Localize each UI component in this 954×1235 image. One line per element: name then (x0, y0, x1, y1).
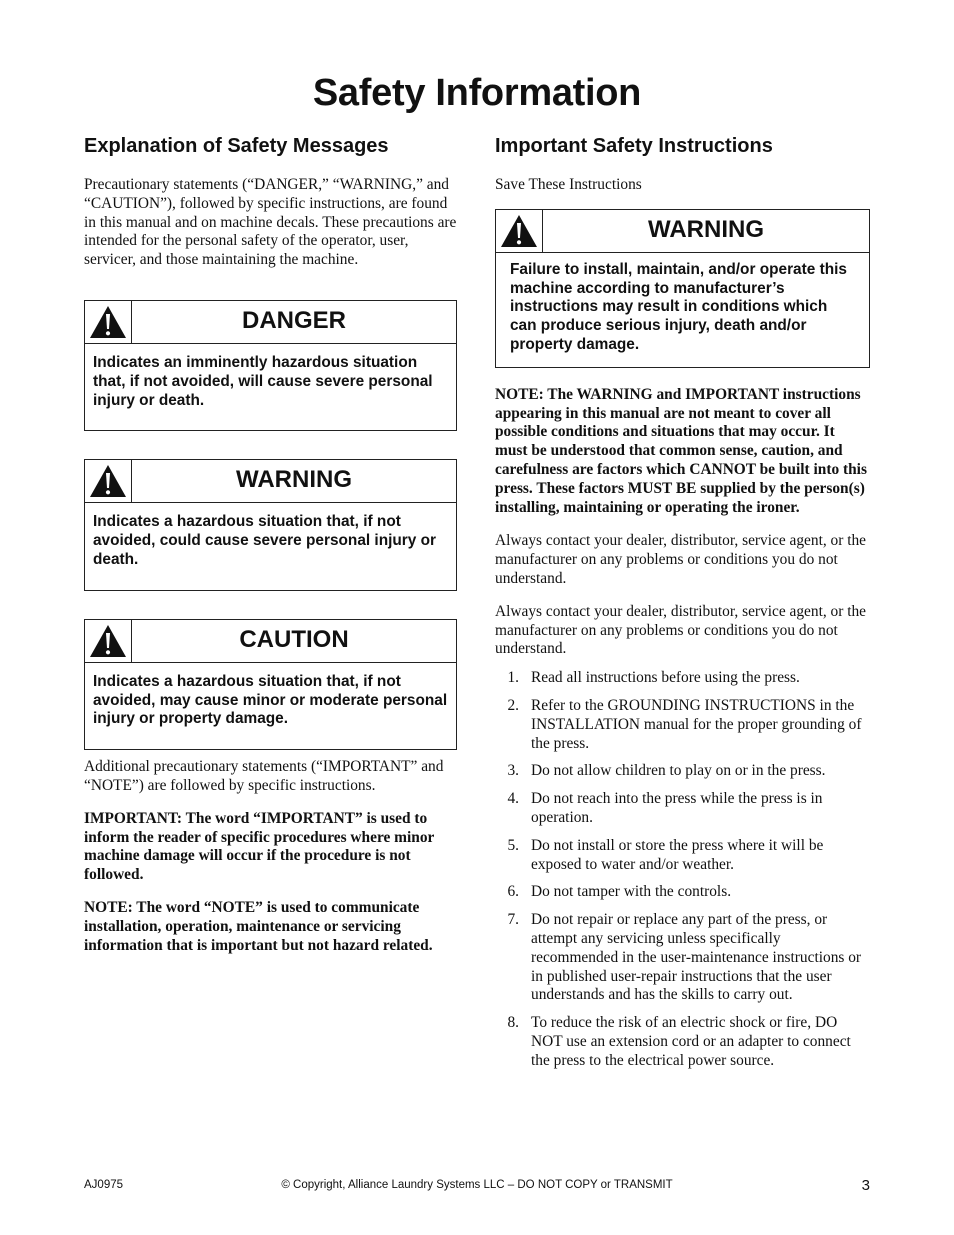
list-item-text: Do not allow children to play on or in the press. (531, 762, 826, 780)
intro-paragraph: Precautionary statements (“DANGER,” “WARNING,” and “CAUTION”), followed by specific instructions, are found in this manual and on machine decals. These precautions are intended for the personal safety of the operator, user, servicer, and those maintaining the machine. (84, 176, 457, 269)
document-code: AJ0975 (84, 1179, 124, 1191)
left-column (84, 132, 457, 955)
list-item (495, 762, 870, 781)
save-instructions-text: Save These Instructions (495, 176, 642, 193)
right-note-paragraph: NOTE: The WARNING and IMPORTANT instructions appearing in this manual are not meant to cover all possible conditions and situations that may occur. It must be understood that common sense, caution, and carefulness are factors which CANNOT be built into this press. These factors MUST BE supplied by the person(s) installing, maintaining or operating the ironer. (495, 385, 867, 516)
list-item (495, 837, 870, 875)
important-paragraph: IMPORTANT: The word “IMPORTANT” is used to inform the reader of specific procedures where minor machine damage will occur if the procedure is not followed. (84, 809, 435, 884)
danger-warning-triangle-icon (85, 301, 132, 343)
list-item-text: Do not reach into the press while the press is in operation. (531, 790, 823, 826)
danger-box (84, 300, 457, 431)
list-item (495, 883, 870, 902)
page-footer (84, 1177, 870, 1197)
list-item (495, 669, 870, 688)
list-item-text: Do not install or store the press where it will be exposed to water and/or weather. (531, 836, 824, 873)
list-item-number: 5. (507, 836, 519, 854)
list-item-text: Refer to the GROUNDING INSTRUCTIONS in the INSTALLATION manual for the proper grounding of the press. (531, 696, 862, 752)
danger-header (85, 301, 456, 344)
list-item (495, 790, 870, 828)
danger-title: DANGER (241, 306, 346, 334)
list-item-number: 8. (507, 1014, 519, 1032)
right-warning-box (495, 209, 870, 368)
caution-warning-triangle-icon (85, 620, 132, 662)
warning-text: Indicates a hazardous situation that, if not avoided, could cause severe personal injury or death. (93, 513, 436, 568)
list-item (495, 911, 870, 1005)
list-item-text: To reduce the risk of an electric shock or fire, DO NOT use an extension cord or an adapter to connect the press to the electrical power source. (531, 1014, 851, 1069)
list-item-number: 7. (507, 911, 519, 929)
page-number: 3 (861, 1177, 870, 1194)
warning-title: WARNING (236, 466, 352, 494)
page-title: Safety Information (312, 72, 642, 114)
contact-paragraph-1: Always contact your dealer, distributor, service agent, or the manufacturer on any problems or conditions you do not understand. (495, 532, 867, 587)
list-item-text: Read all instructions before using the press. (531, 669, 800, 687)
caution-text: Indicates a hazardous situation that, if not avoided, may cause minor or moderate personal injury or property damage. (93, 672, 448, 728)
warning-header (85, 460, 456, 503)
instruction-list (495, 669, 870, 1070)
list-item-text: Do not repair or replace any part of the press, or attempt any servicing unless specifically recommended in the user-maintenance instructions or in published user-repair instructions that the user understands and has the skills to carry out. (531, 911, 862, 1004)
list-item-text: Do not tamper with the controls. (531, 883, 732, 901)
right-column (495, 132, 870, 1079)
caution-title: CAUTION (239, 625, 349, 653)
list-item-number: 2. (507, 696, 519, 714)
warning-box (84, 459, 457, 590)
right-warning-text: Failure to install, maintain, and/or operate this machine according to manufacturer’s instructions may result in conditions which can produce serious injury, death and/or property damage. (510, 260, 847, 353)
copyright-notice: © Copyright, Alliance Laundry Systems LLC – DO NOT COPY or TRANSMIT (281, 1179, 673, 1191)
list-item-number: 3. (507, 762, 519, 780)
list-item (495, 697, 870, 753)
contact-paragraph-2: Always contact your dealer, distributor, service agent, or the manufacturer on any problems or conditions you do not understand. (495, 602, 867, 658)
danger-text: Indicates an imminently hazardous situation that, if not avoided, will cause severe personal injury or death. (93, 353, 433, 409)
right-warning-triangle-icon (496, 210, 543, 252)
right-warning-title: WARNING (648, 215, 764, 243)
explanation-heading: Explanation of Safety Messages (84, 135, 389, 157)
warning-triangle-icon (85, 460, 132, 502)
caution-header (85, 620, 456, 663)
list-item-number: 1. (507, 669, 519, 687)
caution-box (84, 619, 457, 750)
list-item (495, 1014, 870, 1070)
list-item-number: 4. (507, 790, 519, 808)
list-item-number: 6. (507, 883, 519, 901)
instructions-heading: Important Safety Instructions (495, 135, 773, 157)
additional-paragraph: Additional precautionary statements (“IMPORTANT” and “NOTE”) are followed by specific instructions. (84, 758, 444, 794)
right-warning-header (496, 210, 869, 253)
note-paragraph: NOTE: The word “NOTE” is used to communicate installation, operation, maintenance or servicing information that is important but not hazard related. (84, 898, 433, 954)
